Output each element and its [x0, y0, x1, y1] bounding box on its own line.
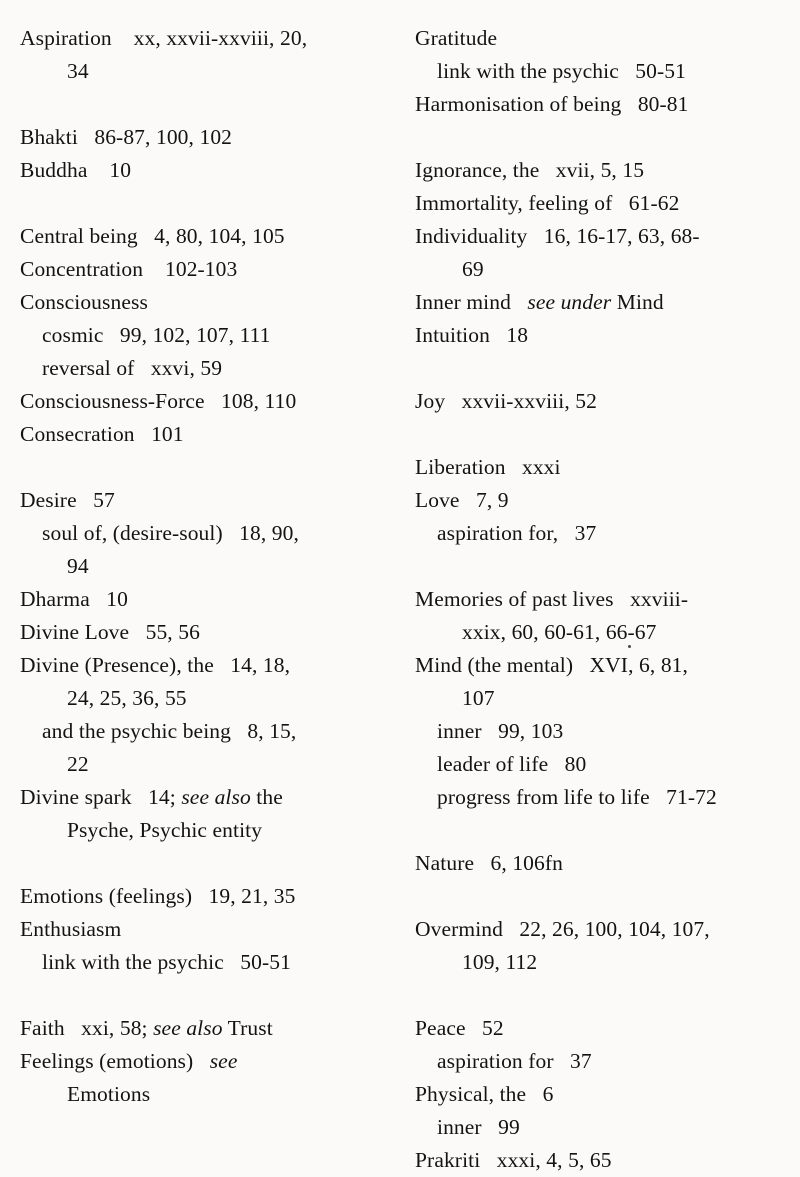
cross-reference-italic: see also: [153, 1016, 223, 1040]
index-entry-heading: [415, 286, 794, 319]
index-entry-heading: Aspiration xx, xxvii-xxviii, 20,: [20, 26, 308, 50]
index-entry: [20, 484, 392, 583]
index-entry: [20, 781, 392, 847]
index-entry-line: soul of, (desire-soul) 18, 90,: [42, 521, 299, 545]
index-entry-heading: Immortality, feeling of 61-62: [415, 191, 680, 215]
index-entry: [20, 616, 392, 649]
index-entry-line: 24, 25, 36, 55: [67, 686, 187, 710]
index-entry: [415, 187, 794, 220]
index-entry-heading: Divine Love 55, 56: [20, 620, 200, 644]
index-column-left: [0, 22, 400, 1118]
index-entry-line: reversal of xxvi, 59: [42, 356, 223, 380]
letter-group-gap: [415, 880, 794, 913]
index-entry-line: inner 99: [437, 1115, 520, 1139]
index-entry-line: 69: [462, 257, 484, 281]
letter-group-gap: [20, 979, 392, 1012]
entry-text: Emotions: [67, 1082, 151, 1106]
index-entry: [415, 286, 794, 319]
index-entry-heading: [20, 1045, 392, 1078]
index-entry: [415, 484, 794, 550]
index-entry-heading: Bhakti 86-87, 100, 102: [20, 125, 233, 149]
index-entry: [415, 1012, 794, 1078]
index-entry-heading: Dharma 10: [20, 587, 128, 611]
index-entry: [20, 1012, 392, 1045]
letter-group-gap: [415, 352, 794, 385]
index-entry: [20, 880, 392, 913]
entry-text: Faith xxi, 58;: [20, 1016, 154, 1040]
index-entry-line: [20, 814, 392, 847]
index-entry-line: aspiration for, 37: [437, 521, 597, 545]
index-entry-heading: Mind (the mental) XVI, 6, 81,: [415, 653, 688, 677]
index-entry: [20, 286, 392, 385]
index-entry: [20, 649, 392, 781]
letter-group-gap: [20, 847, 392, 880]
index-entry: [415, 88, 794, 121]
index-entry-heading: Love 7, 9: [415, 488, 509, 512]
index-entry-heading: Enthusiasm: [20, 917, 122, 941]
entry-text: Divine spark 14;: [20, 785, 182, 809]
index-entry-heading: [20, 1012, 392, 1045]
entry-text: Feelings (emotions): [20, 1049, 210, 1073]
cross-reference-italic: see under: [527, 290, 612, 314]
index-entry-line: 107: [462, 686, 495, 710]
index-entry: [20, 22, 392, 88]
index-entry-heading: Ignorance, the xvii, 5, 15: [415, 158, 645, 182]
index-entry-heading: Desire 57: [20, 488, 115, 512]
index-entry-heading: Joy xxvii-xxviii, 52: [415, 389, 597, 413]
index-entry-line: aspiration for 37: [437, 1049, 592, 1073]
index-entry: [20, 154, 392, 187]
index-entry: [20, 913, 392, 979]
index-entry-line: link with the psychic 50-51: [437, 59, 686, 83]
letter-group-gap: [20, 88, 392, 121]
index-entry: [415, 451, 794, 484]
entry-text: the: [250, 785, 283, 809]
index-entry-line: link with the psychic 50-51: [42, 950, 291, 974]
letter-group-gap: [415, 418, 794, 451]
index-entry-heading: [20, 781, 392, 814]
letter-group-gap: [415, 979, 794, 1012]
index-entry: [20, 385, 392, 418]
index-entry: [20, 418, 392, 451]
letter-group-gap: [415, 121, 794, 154]
index-entry: [20, 220, 392, 253]
index-entry-line: xxix, 60, 60-61, 66-67: [462, 620, 657, 644]
index-entry-heading: Consciousness-Force 108, 110: [20, 389, 297, 413]
cross-reference-italic: see also: [181, 785, 251, 809]
index-entry-heading: Memories of past lives xxviii-: [415, 587, 689, 611]
index-entry: [415, 220, 794, 286]
index-entry-line: cosmic 99, 102, 107, 111: [42, 323, 271, 347]
entry-text: Mind: [611, 290, 664, 314]
index-entry-heading: Consciousness: [20, 290, 148, 314]
entry-text: Trust: [222, 1016, 273, 1040]
index-entry: [415, 319, 794, 352]
entry-text: Psyche, Psychic entity: [67, 818, 263, 842]
index-entry: [415, 154, 794, 187]
index-entry-heading: Prakriti xxxi, 4, 5, 65: [415, 1148, 612, 1172]
index-entry-line: 34: [67, 59, 89, 83]
letter-group-gap: [415, 550, 794, 583]
index-entry-line: 94: [67, 554, 89, 578]
index-entry-heading: Gratitude: [415, 26, 498, 50]
entry-text: Inner mind: [415, 290, 528, 314]
index-entry: [20, 1045, 392, 1111]
index-entry-line: progress from life to life 71-72: [437, 785, 717, 809]
index-entry: [415, 913, 794, 979]
index-entry-heading: Consecration 101: [20, 422, 184, 446]
index-entry-heading: Divine (Presence), the 14, 18,: [20, 653, 291, 677]
letter-group-gap: [415, 814, 794, 847]
index-entry-heading: Individuality 16, 16-17, 63, 68-: [415, 224, 700, 248]
index-entry: [415, 847, 794, 880]
index-entry-heading: Central being 4, 80, 104, 105: [20, 224, 285, 248]
index-entry: [20, 121, 392, 154]
index-entry-heading: Nature 6, 106fn: [415, 851, 563, 875]
letter-group-gap: [20, 451, 392, 484]
index-entry-heading: Physical, the 6: [415, 1082, 554, 1106]
index-entry-line: and the psychic being 8, 15,: [42, 719, 297, 743]
index-entry-heading: Overmind 22, 26, 100, 104, 107,: [415, 917, 710, 941]
index-entry-line: leader of life 80: [437, 752, 587, 776]
index-entry-heading: Emotions (feelings) 19, 21, 35: [20, 884, 296, 908]
index-entry: [20, 583, 392, 616]
index-entry-line: 22: [67, 752, 89, 776]
index-column-right: [400, 22, 800, 1172]
letter-group-gap: [20, 187, 392, 220]
index-entry-heading: Liberation xxxi: [415, 455, 561, 479]
index-entry-heading: Intuition 18: [415, 323, 529, 347]
index-entry: [415, 1144, 794, 1177]
scan-artifact-speck: [628, 645, 631, 648]
index-entry: [415, 1078, 794, 1144]
index-entry: [415, 649, 794, 814]
index-entry-heading: Peace 52: [415, 1016, 504, 1040]
index-entry-line: inner 99, 103: [437, 719, 564, 743]
index-entry-line: 109, 112: [462, 950, 538, 974]
index-entry: [415, 22, 794, 88]
index-entry: [415, 385, 794, 418]
index-entry: [415, 583, 794, 649]
index-entry-heading: Concentration 102-103: [20, 257, 238, 281]
index-entry-line: [20, 1078, 392, 1111]
index-entry: [20, 253, 392, 286]
index-entry-heading: Buddha 10: [20, 158, 132, 182]
index-entry-heading: Harmonisation of being 80-81: [415, 92, 689, 116]
cross-reference-italic: see: [209, 1049, 238, 1073]
